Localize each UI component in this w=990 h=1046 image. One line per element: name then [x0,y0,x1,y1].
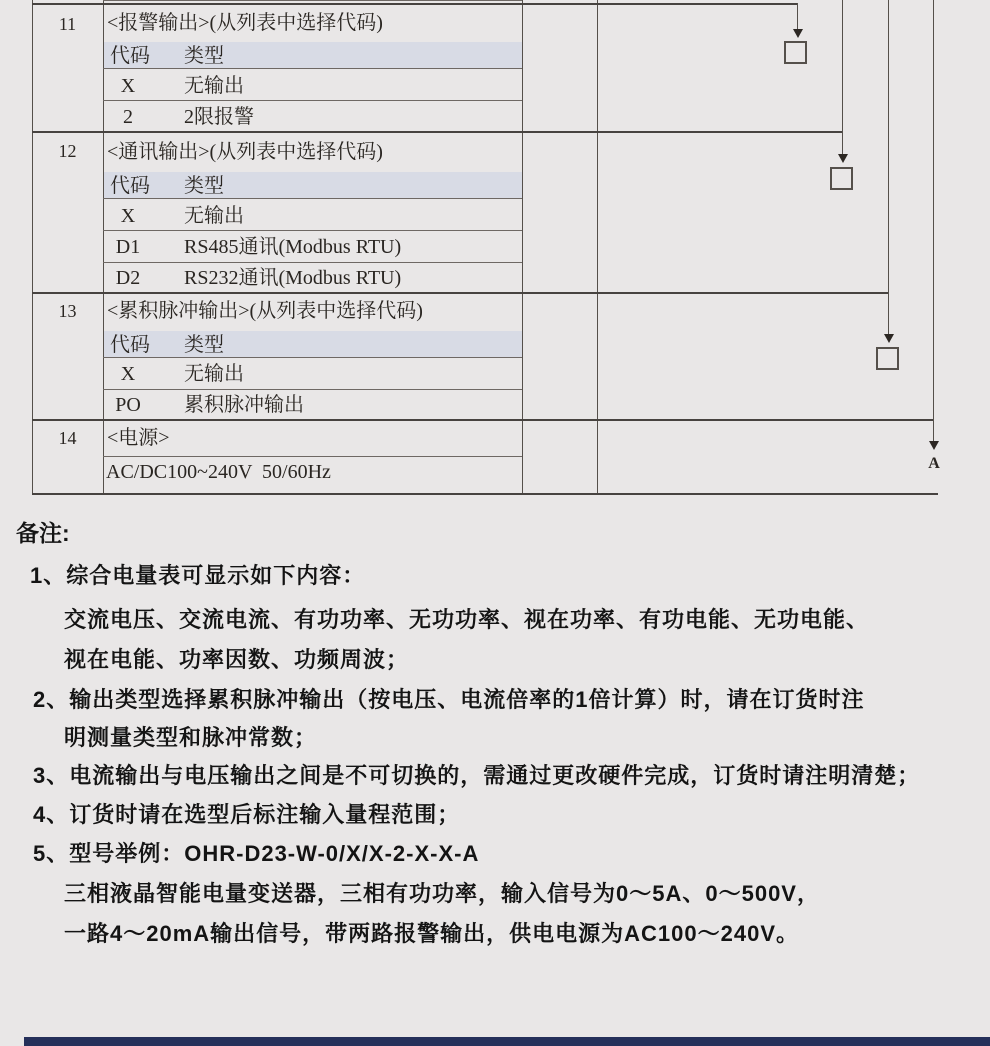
down-arrow-icon-row12 [838,154,848,163]
row13-header-band [104,331,522,357]
row-number: 12 [58,141,77,161]
option-type: 无输出 [184,75,244,97]
note-line-3: 3、电流输出与电压输出之间是不可切换的，需通过更改硬件完成，订货时请注明清楚； [33,763,921,788]
option-type: 2限报警 [184,106,254,128]
row12-top-border-leader [32,131,842,133]
row12-option-divider-2 [103,262,522,263]
note-line-2: 2、输出类型选择累积脉冲输出（按电压、电流倍率的1倍计算）时，请在订货时注 [33,687,865,712]
code-header-cell: 代码 [110,175,150,197]
type-header-cell: 类型 [184,334,224,356]
notes-heading: 备注: [16,520,70,546]
row11-header-band [104,42,522,68]
row13-header-underline [103,357,522,358]
option-type: RS485通讯(Modbus RTU) [184,236,402,258]
option-type: RS232通讯(Modbus RTU) [184,267,402,289]
down-arrow-icon-row14 [929,441,939,450]
row11-option-divider [103,100,522,101]
down-arrow-icon-row13 [884,334,894,343]
power-spec-value: AC/DC100~240V 50/60Hz [106,461,331,483]
row-number: 11 [58,14,77,34]
option-type: 无输出 [184,205,244,227]
option-type: 无输出 [184,363,244,385]
note-line-5: 5、型号举例：OHR-D23-W-0/X/X-2-X-X-A [33,841,480,866]
row-title-alarm-output: <报警输出>(从列表中选择代码) [107,12,383,34]
row-title-comm-output: <通讯输出>(从列表中选择代码) [107,141,383,163]
cutoff-row-divider [103,0,522,1]
leader-line-row14 [933,0,934,441]
note-line-4: 4、订货时请在选型后标注输入量程范围； [33,802,461,827]
option-code: D1 [115,236,141,258]
selection-checkbox-alarm-output [784,41,807,64]
row13-top-border-leader [32,292,888,294]
down-arrow-icon-row11 [793,29,803,38]
note-line-2b: 明测量类型和脉冲常数； [64,725,318,750]
power-code-label: A [928,455,940,472]
leader-line-row12 [842,0,843,154]
leader-line-row11 [797,3,798,29]
option-code: D2 [115,267,141,289]
option-type: 累积脉冲输出 [184,394,304,416]
row12-option-divider-1 [103,230,522,231]
note-line-5c: 一路4～20mA输出信号，带两路报警输出，供电电源为AC100～240V。 [64,921,800,946]
row-title-power: <电源> [107,427,170,449]
footer-divider-bar [24,1037,990,1046]
row12-header-band [104,172,522,198]
code-header-cell: 代码 [110,334,150,356]
code-header-cell: 代码 [110,45,150,67]
type-header-cell: 类型 [184,175,224,197]
row14-top-border-leader [32,419,933,421]
leader-line-row13 [888,0,889,334]
option-code: 2 [123,106,133,128]
option-code: X [120,205,136,227]
option-code: X [120,75,136,97]
note-line-1c: 视在电能、功率因数、功频周波； [64,647,410,672]
note-line-1: 1、综合电量表可显示如下内容： [30,563,366,588]
row-number: 14 [58,428,77,448]
note-line-5b: 三相液晶智能电量变送器，三相有功功率，输入信号为0～5A、0～500V， [64,881,820,906]
option-code: PO [115,394,141,416]
row11-top-border-leader [32,3,797,5]
note-line-1b: 交流电压、交流电流、有功功率、无功功率、视在功率、有功电能、无功电能、 [64,607,870,632]
type-header-cell: 类型 [184,45,224,67]
selection-checkbox-comm-output [830,167,853,190]
selection-checkbox-pulse-output [876,347,899,370]
option-code: X [120,363,136,385]
row-number: 13 [58,301,77,321]
row14-title-underline [103,456,522,457]
row11-header-underline [103,68,522,69]
row12-header-underline [103,198,522,199]
row13-option-divider [103,389,522,390]
row-title-pulse-output: <累积脉冲输出>(从列表中选择代码) [107,300,423,322]
table-bottom-border [32,493,938,495]
